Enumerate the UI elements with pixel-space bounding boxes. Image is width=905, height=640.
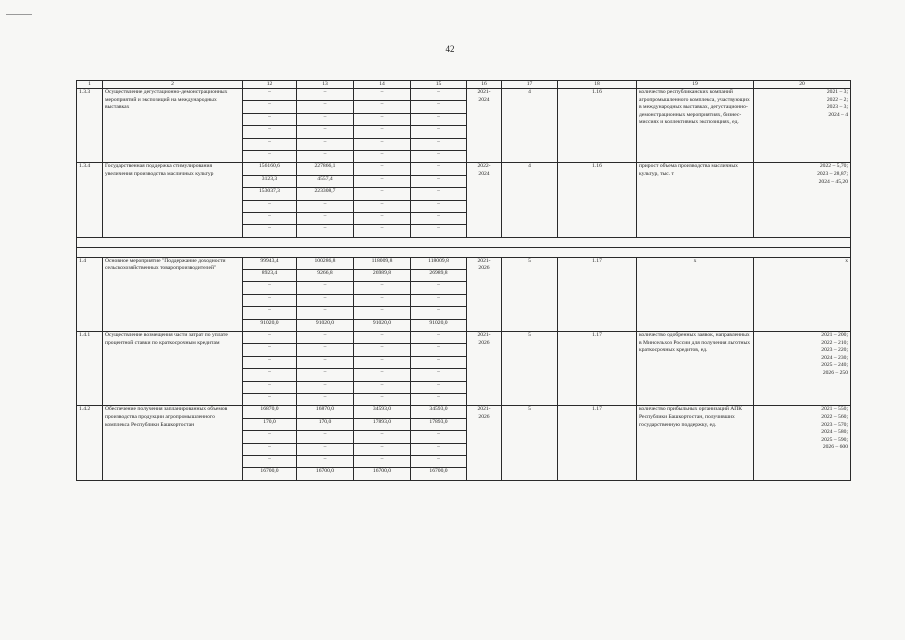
- header-cell: 17: [502, 81, 558, 89]
- finance-cell: 100286,8: [297, 257, 354, 269]
- finance-cell: –: [411, 163, 467, 175]
- row-name: Государственная поддержка стимулирования увеличения производства масличных культур: [103, 163, 243, 237]
- finance-cell: –: [297, 126, 354, 138]
- finance-cell: 9266,8: [297, 270, 354, 282]
- finance-cell: –: [354, 89, 411, 101]
- finance-cell: 227866,1: [297, 163, 354, 175]
- finance-cell: –: [243, 332, 297, 344]
- finance-cell: –: [297, 101, 354, 113]
- header-row: [77, 81, 851, 89]
- finance-cell: –: [354, 163, 411, 175]
- finance-cell: –: [411, 89, 467, 101]
- finance-cell: –: [411, 282, 467, 294]
- finance-cell: –: [354, 101, 411, 113]
- row-col17: 4: [502, 163, 558, 237]
- finance-cell: –: [354, 282, 411, 294]
- header-cell: 1: [77, 81, 103, 89]
- finance-cell: 4557,4: [297, 175, 354, 187]
- header-cell: 14: [354, 81, 411, 89]
- finance-cell: –: [411, 369, 467, 381]
- row-col18: 1.16: [558, 163, 637, 237]
- row-code: 1.4.2: [77, 406, 103, 480]
- row-indicator: количество прибыльных организаций АПК Республики Башкортостан, получивших государственную поддержку, ед.: [637, 406, 754, 480]
- finance-cell: 16700,0: [243, 468, 297, 480]
- finance-cell: –: [354, 393, 411, 405]
- header-cell: 2: [103, 81, 243, 89]
- finance-cell: –: [297, 138, 354, 150]
- finance-cell: –: [243, 89, 297, 101]
- finance-cell: –: [297, 381, 354, 393]
- finance-cell: –: [297, 443, 354, 455]
- finance-cell: –: [243, 138, 297, 150]
- scan-mark: [6, 14, 32, 15]
- header-cell: 16: [467, 81, 502, 89]
- finance-cell: –: [243, 393, 297, 405]
- finance-cell: –: [243, 356, 297, 368]
- finance-cell: –: [297, 307, 354, 319]
- finance-cell: –: [297, 344, 354, 356]
- finance-cell: –: [297, 113, 354, 125]
- row-years: 2021- 2026: [467, 332, 502, 406]
- finance-cell: 16700,0: [354, 468, 411, 480]
- row-col18: 1.17: [558, 257, 637, 331]
- finance-cell: –: [243, 126, 297, 138]
- finance-cell: –: [411, 443, 467, 455]
- row-years: 2022- 2024: [467, 163, 502, 237]
- finance-cell: –: [243, 307, 297, 319]
- finance-cell: –: [243, 101, 297, 113]
- row-col18: 1.16: [558, 89, 637, 163]
- separator-row: [77, 247, 851, 257]
- finance-cell: –: [354, 443, 411, 455]
- finance-cell: –: [354, 126, 411, 138]
- row-targets: 2022 – 5,70; 2023 – 28,87; 2024 – 45,20: [754, 163, 851, 237]
- row-indicator: прирост объема производства масличных культур, тыс. т: [637, 163, 754, 237]
- finance-cell: 16700,0: [297, 468, 354, 480]
- header-cell: 13: [297, 81, 354, 89]
- finance-cell: 16870,0: [243, 406, 297, 418]
- finance-cell: –: [411, 188, 467, 200]
- finance-cell: –: [354, 113, 411, 125]
- finance-cell: –: [411, 344, 467, 356]
- finance-cell: –: [354, 369, 411, 381]
- header-cell: 19: [637, 81, 754, 89]
- finance-cell: –: [354, 188, 411, 200]
- finance-cell: –: [411, 393, 467, 405]
- finance-cell: –: [243, 369, 297, 381]
- finance-cell: –: [297, 212, 354, 224]
- finance-cell: 156160,6: [243, 163, 297, 175]
- row-years: 2021- 2026: [467, 257, 502, 331]
- separator-cell: [77, 247, 851, 257]
- table-row: [77, 406, 851, 418]
- table-row: [77, 332, 851, 344]
- program-table: [76, 80, 851, 481]
- finance-cell: –: [243, 455, 297, 467]
- finance-cell: 16700,0: [411, 468, 467, 480]
- finance-cell: –: [354, 307, 411, 319]
- finance-cell: –: [354, 225, 411, 237]
- row-code: 1.3.3: [77, 89, 103, 163]
- finance-cell: –: [243, 443, 297, 455]
- finance-cell: –: [243, 225, 297, 237]
- finance-cell: –: [411, 307, 467, 319]
- row-col18: 1.17: [558, 332, 637, 406]
- finance-cell: –: [354, 212, 411, 224]
- page-number: 42: [445, 44, 455, 54]
- finance-cell: –: [411, 101, 467, 113]
- row-col18: 1.17: [558, 406, 637, 480]
- finance-cell: –: [411, 212, 467, 224]
- row-years: 2021- 2026: [467, 406, 502, 480]
- row-col17: 5: [502, 332, 558, 406]
- finance-cell: 16870,0: [297, 406, 354, 418]
- row-name: Осуществление дегустационно-демонстрационных мероприятий и экспозиций на международных выставках: [103, 89, 243, 163]
- row-targets: 2021 – 3; 2022 – 2; 2023 – 3; 2024 – 4: [754, 89, 851, 163]
- finance-cell: 170,0: [297, 418, 354, 430]
- finance-cell: 17893,0: [354, 418, 411, 430]
- finance-cell: 34593,0: [411, 406, 467, 418]
- finance-cell: 223308,7: [297, 188, 354, 200]
- row-indicator: количество республиканских компаний агропромышленного комплекса, участвующих в международных выставках, дегустационно-демонстрационных мероприятиях, бизнес-миссиях и коллективных экспозициях, ед.: [637, 89, 754, 163]
- header-cell: 20: [754, 81, 851, 89]
- row-targets: 2021 – 550; 2022 – 560; 2023 – 570; 2024 – 580; 2025 – 590; 2026 – 600: [754, 406, 851, 480]
- finance-cell: –: [243, 200, 297, 212]
- row-col17: 4: [502, 89, 558, 163]
- finance-cell: –: [354, 455, 411, 467]
- finance-cell: –: [411, 138, 467, 150]
- row-indicator: x: [637, 257, 754, 331]
- finance-cell: –: [411, 431, 467, 443]
- finance-cell: –: [411, 225, 467, 237]
- finance-cell: –: [243, 344, 297, 356]
- finance-cell: –: [243, 212, 297, 224]
- finance-cell: 91020,0: [354, 319, 411, 331]
- finance-cell: 17893,0: [411, 418, 467, 430]
- finance-cell: 91020,0: [297, 319, 354, 331]
- finance-cell: –: [297, 200, 354, 212]
- finance-cell: –: [354, 332, 411, 344]
- row-targets: x: [754, 257, 851, 331]
- finance-cell: –: [297, 369, 354, 381]
- finance-cell: 99943,4: [243, 257, 297, 269]
- finance-cell: –: [411, 294, 467, 306]
- finance-cell: –: [243, 431, 297, 443]
- finance-cell: –: [354, 381, 411, 393]
- finance-cell: –: [411, 356, 467, 368]
- separator-row: [77, 237, 851, 247]
- finance-cell: 91020,0: [243, 319, 297, 331]
- finance-cell: 26989,8: [411, 270, 467, 282]
- row-code: 1.4: [77, 257, 103, 331]
- finance-cell: –: [354, 200, 411, 212]
- row-years: 2021- 2024: [467, 89, 502, 163]
- finance-cell: 26989,8: [354, 270, 411, 282]
- finance-cell: –: [297, 332, 354, 344]
- finance-cell: –: [411, 455, 467, 467]
- row-col17: 5: [502, 257, 558, 331]
- row-name: Основное мероприятие "Поддержание доходности сельскохозяйственных товаропроизводителей": [103, 257, 243, 331]
- finance-cell: –: [411, 113, 467, 125]
- finance-cell: –: [297, 282, 354, 294]
- row-code: 1.3.4: [77, 163, 103, 237]
- header-cell: 18: [558, 81, 637, 89]
- row-indicator: количество одобренных заявок, направленных в Минсельхоз России для получения льготных краткосрочных кредитов, ед.: [637, 332, 754, 406]
- row-code: 1.4.1: [77, 332, 103, 406]
- finance-cell: 3123,3: [243, 175, 297, 187]
- finance-cell: –: [354, 344, 411, 356]
- finance-cell: –: [297, 431, 354, 443]
- finance-cell: –: [297, 455, 354, 467]
- header-cell: 15: [411, 81, 467, 89]
- finance-cell: –: [411, 200, 467, 212]
- table-row: [77, 163, 851, 175]
- finance-cell: –: [411, 175, 467, 187]
- header-cell: 12: [243, 81, 297, 89]
- finance-cell: –: [354, 294, 411, 306]
- finance-cell: 153037,3: [243, 188, 297, 200]
- finance-cell: –: [354, 138, 411, 150]
- row-name: Обеспечение получения запланированных объемов производства продукции агропромышленного комплекса Республики Башкортостан: [103, 406, 243, 480]
- finance-cell: –: [354, 356, 411, 368]
- separator-cell: [77, 237, 851, 247]
- finance-cell: –: [411, 150, 467, 162]
- finance-cell: 118009,8: [354, 257, 411, 269]
- finance-cell: 8923,4: [243, 270, 297, 282]
- finance-cell: –: [297, 294, 354, 306]
- finance-cell: –: [243, 282, 297, 294]
- table-row: [77, 89, 851, 101]
- table-row: [77, 257, 851, 269]
- finance-cell: –: [297, 89, 354, 101]
- finance-cell: 170,0: [243, 418, 297, 430]
- finance-cell: –: [411, 381, 467, 393]
- finance-cell: –: [411, 332, 467, 344]
- finance-cell: –: [297, 393, 354, 405]
- finance-cell: –: [297, 356, 354, 368]
- row-name: Осуществление возмещения части затрат по уплате процентной ставки по краткосрочным кредитам: [103, 332, 243, 406]
- finance-cell: 118009,8: [411, 257, 467, 269]
- finance-cell: –: [354, 150, 411, 162]
- row-targets: 2021 – 200; 2022 – 210; 2023 – 220; 2024 – 230; 2025 – 240; 2026 – 250: [754, 332, 851, 406]
- finance-cell: 91020,0: [411, 319, 467, 331]
- finance-cell: –: [297, 150, 354, 162]
- finance-cell: –: [411, 126, 467, 138]
- finance-cell: 34593,0: [354, 406, 411, 418]
- finance-cell: –: [243, 294, 297, 306]
- finance-cell: –: [297, 225, 354, 237]
- finance-cell: –: [243, 381, 297, 393]
- finance-cell: –: [243, 150, 297, 162]
- finance-cell: –: [243, 113, 297, 125]
- finance-cell: –: [354, 175, 411, 187]
- finance-cell: –: [354, 431, 411, 443]
- row-col17: 5: [502, 406, 558, 480]
